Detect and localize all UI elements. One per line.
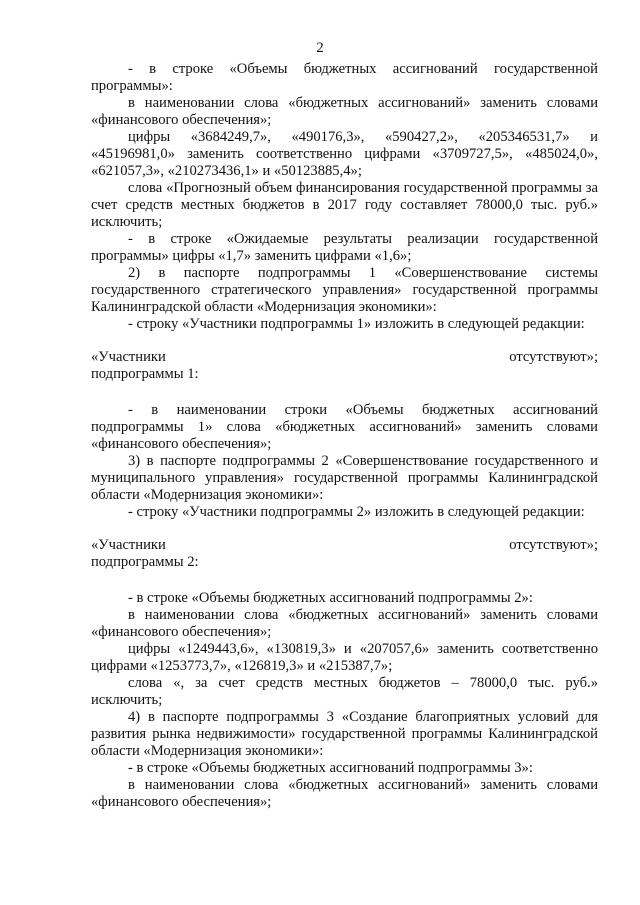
quote-value: отсутствуют»; — [509, 537, 598, 553]
paragraph: - в наименовании строки «Объемы бюджетных ассигнований подпрограммы 1» слова «бюджетных ассигнований» заменить словами «финансового обеспечения»; — [91, 402, 598, 452]
paragraph: цифры «3684249,7», «490176,3», «590427,2», «205346531,7» и «45196981,0» заменить соответственно цифрами «3709727,5», «485024,0», «621057,3», «210273436,1» и «50123885,4»; — [91, 129, 598, 179]
quote-label: подпрограммы 2: — [91, 554, 199, 570]
spacer — [91, 571, 598, 590]
paragraph: - в строке «Объемы бюджетных ассигнований государственной программы»: — [91, 61, 598, 94]
paragraph: - в строке «Объемы бюджетных ассигнований подпрограммы 3»: — [128, 760, 533, 776]
paragraph: 2) в паспорте подпрограммы 1 «Совершенствование системы государственного стратегического управления» государственной программы Калининградской области «Модернизация экономики»: — [91, 265, 598, 315]
spacer — [91, 333, 598, 349]
paragraph: цифры «1249443,6», «130819,3» и «207057,6» заменить соответственно цифрами «1253773,7», «126819,3» и «215387,7»; — [91, 641, 598, 674]
paragraph: 4) в паспорте подпрограммы 3 «Создание благоприятных условий для развития рынка недвижимости» государственной программы Калининградской области «Модернизация экономики»: — [91, 709, 598, 759]
spacer — [91, 383, 598, 402]
quote-row — [91, 554, 598, 571]
paragraph: слова «, за счет средств местных бюджетов – 78000,0 тыс. руб.» исключить; — [91, 675, 598, 708]
paragraph: в наименовании слова «бюджетных ассигнований» заменить словами «финансового обеспечения»; — [91, 607, 598, 640]
quote-label: подпрограммы 1: — [91, 366, 199, 382]
spacer — [91, 521, 598, 537]
paragraph: 3) в паспорте подпрограммы 2 «Совершенствование государственного и муниципального управления» государственной программы Калининградской области «Модернизация экономики»: — [91, 453, 598, 503]
quote-row — [91, 366, 598, 383]
paragraph: слова «Прогнозный объем финансирования государственной программы за счет средств местных бюджетов в 2017 году составляет 78000,0 тыс. руб.» исключить; — [91, 180, 598, 230]
quote-row — [91, 537, 598, 554]
paragraph: - в строке «Объемы бюджетных ассигнований подпрограммы 2»: — [128, 590, 533, 606]
document-body — [91, 61, 598, 811]
paragraph: - строку «Участники подпрограммы 2» изложить в следующей редакции: — [128, 504, 585, 520]
quote-row — [91, 349, 598, 366]
paragraph: в наименовании слова «бюджетных ассигнований» заменить словами «финансового обеспечения»; — [91, 777, 598, 810]
paragraph: - строку «Участники подпрограммы 1» изложить в следующей редакции: — [128, 316, 585, 332]
paragraph: - в строке «Ожидаемые результаты реализации государственной программы» цифры «1,7» заменить цифрами «1,6»; — [91, 231, 598, 264]
quote-label: «Участники — [91, 349, 166, 365]
quote-value: отсутствуют»; — [509, 349, 598, 365]
paragraph: в наименовании слова «бюджетных ассигнований» заменить словами «финансового обеспечения»; — [91, 95, 598, 128]
quote-label: «Участники — [91, 537, 166, 553]
page-number: 2 — [316, 40, 324, 56]
